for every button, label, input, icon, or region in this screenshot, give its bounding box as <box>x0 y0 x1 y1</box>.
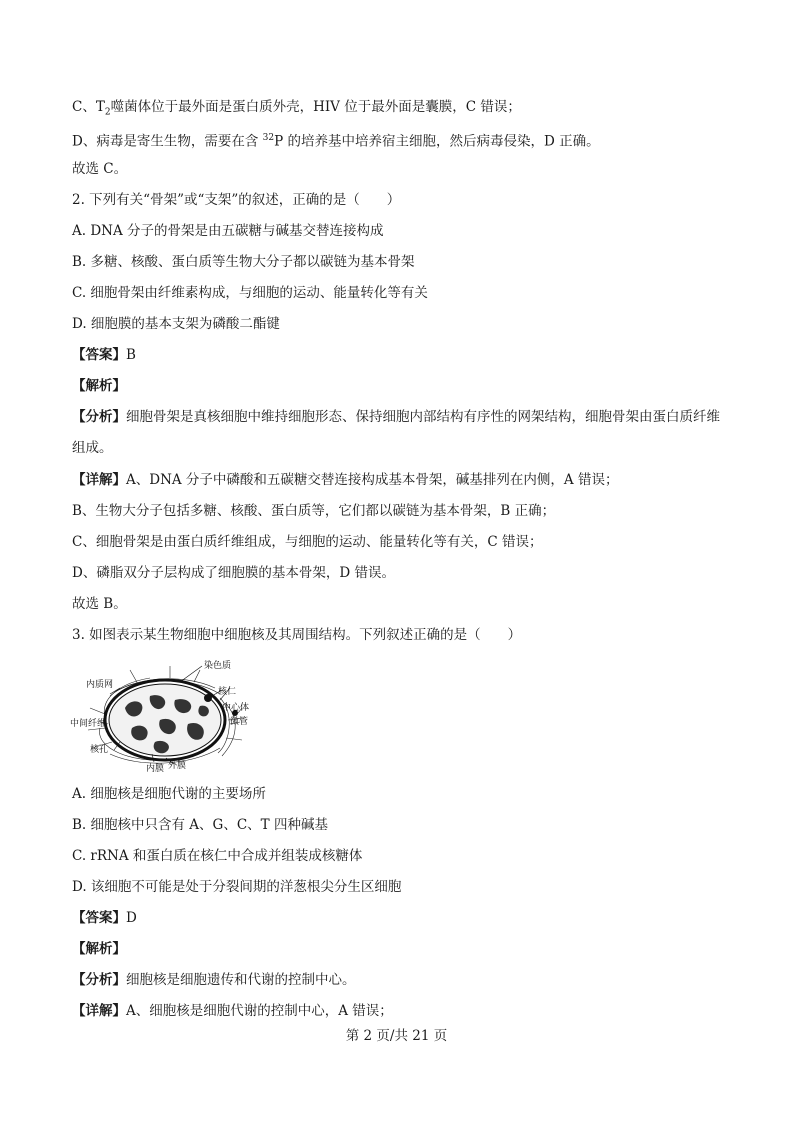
label-centrosome: 中心体 <box>222 703 250 713</box>
q2-xiangjie-a: 【详解】A、DNA 分子中磷酸和五碳糖交替连接构成基本骨架，碱基排列在内侧，A 错误； <box>72 472 619 488</box>
q2-fenxi: 【分析】细胞骨架是真核细胞中维持细胞形态、保持细胞内部结构有序性的网架结构，细胞骨架由蛋白质纤维组成。 <box>72 409 720 456</box>
prev-option-c-explanation: C、$T_2$噬菌体位于最外面是蛋白质外壳，HIV 位于最外面是囊膜，C 错误； <box>72 99 521 118</box>
q2-analysis-heading: 【解析】 <box>72 378 126 394</box>
q3-option-b: B. 细胞核中只含有 A、G、C、T 四种碱基 <box>72 817 328 833</box>
q3-xiangjie-a: 【详解】A、细胞核是细胞代谢的控制中心，A 错误； <box>72 1003 393 1019</box>
label-er: 内质网 <box>86 680 114 690</box>
label-inner-membrane: 内膜 <box>146 764 165 773</box>
q2-stem: 2. 下列有关“骨架”或“支架”的叙述，正确的是（ ） <box>72 192 401 208</box>
label-microtubule: 微管 <box>230 717 249 727</box>
q2-conclusion: 故选 B。 <box>72 596 127 612</box>
label-chromatin: 染色质 <box>204 661 232 671</box>
q3-option-a: A. 细胞核是细胞代谢的主要场所 <box>72 786 266 802</box>
label-intermediate-filament: 中间纤维 <box>70 719 107 729</box>
prev-option-d-explanation: D、病毒是寄生生物，需要在含 $^{32}$P 的培养基中培养宿主细胞，然后病毒侵染，D 正确。 <box>72 133 600 150</box>
q2-xiangjie-c: C、细胞骨架是由蛋白质纤维组成，与细胞的运动、能量转化等有关，C 错误； <box>72 534 543 550</box>
q3-option-c: C. rRNA 和蛋白质在核仁中合成并组装成核糖体 <box>72 848 363 864</box>
label-nuclear-pore: 核孔 <box>90 745 109 755</box>
q3-answer: 【答案】D <box>72 910 137 926</box>
q3-analysis-heading: 【解析】 <box>72 941 126 957</box>
q2-answer: 【答案】B <box>72 347 136 363</box>
q2-option-a: A. DNA 分子的骨架是由五碳糖与碱基交替连接构成 <box>72 223 384 239</box>
q2-option-b: B. 多糖、核酸、蛋白质等生物大分子都以碳链为基本骨架 <box>72 254 415 270</box>
q2-option-d: D. 细胞膜的基本支架为磷酸二酯键 <box>72 316 280 332</box>
q2-xiangjie-b: B、生物大分子包括多糖、核酸、蛋白质等，它们都以碳链为基本骨架，B 正确； <box>72 503 556 519</box>
label-outer-membrane: 外膜 <box>168 761 187 771</box>
nucleus-diagram <box>70 658 270 773</box>
q2-xiangjie-d: D、磷脂双分子层构成了细胞膜的基本骨架，D 错误。 <box>72 565 395 581</box>
nucleolus-mark <box>204 694 212 702</box>
q3-stem: 3. 如图表示某生物细胞中细胞核及其周围结构。下列叙述正确的是（ ） <box>72 627 522 643</box>
prev-conclusion: 故选 C。 <box>72 161 128 177</box>
q3-fenxi: 【分析】细胞核是细胞遗传和代谢的控制中心。 <box>72 972 356 988</box>
label-nucleolus: 核仁 <box>218 687 237 697</box>
q2-option-c: C. 细胞骨架由纤维素构成，与细胞的运动、能量转化等有关 <box>72 285 428 301</box>
page-footer: 第 2 页/共 21 页 <box>345 1028 448 1044</box>
q3-option-d: D. 该细胞不可能是处于分裂间期的洋葱根尖分生区细胞 <box>72 879 402 895</box>
